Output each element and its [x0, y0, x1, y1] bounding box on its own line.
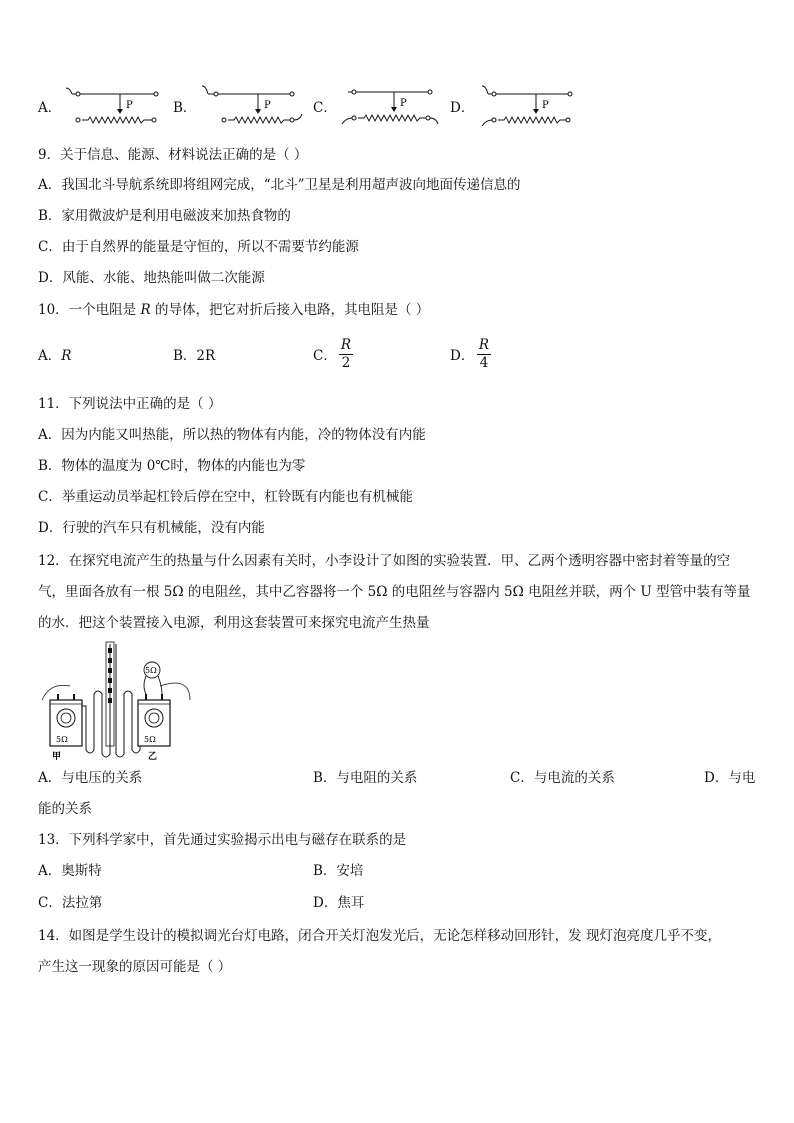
q8-rheostat-c-diagram	[340, 84, 440, 126]
q13-stem: 13．下列科学家中，首先通过实验揭示出电与磁存在联系的是	[38, 832, 407, 848]
q13-option-c[interactable]: C．法拉第	[38, 895, 103, 911]
q10-option-c-denominator: 2	[341, 355, 351, 371]
q8-option-a-label[interactable]: A．	[38, 100, 62, 116]
q11-option-d[interactable]: D．行驶的汽车只有机械能，没有内能	[38, 520, 265, 536]
q12-stem-line-2: 气，里面各放有一根 5Ω 的电阻丝，其中乙容器将一个 5Ω 的电阻丝与容器内 5Ω 电阻丝并联，两个 U 型管中装有等量	[38, 584, 751, 600]
q8-c-slider-p-label: P	[400, 98, 407, 109]
q14-stem-line-1: 14．如图是学生设计的模拟调光台灯电路，闭合开关灯泡发光后，无论怎样移动回形针，发 现灯泡亮度几乎不变，	[38, 928, 721, 944]
q9-option-b[interactable]: B．家用微波炉是利用电磁波来加热食物的	[38, 208, 291, 224]
q10-option-c-numerator: R	[340, 337, 352, 353]
q8-option-b-label[interactable]: B．	[173, 100, 197, 116]
q8-a-slider-p-label: P	[126, 100, 133, 111]
q13-option-b[interactable]: B．安培	[313, 863, 364, 879]
q12-apparatus-figure	[40, 638, 200, 768]
q10-option-d-denominator: 4	[479, 355, 489, 371]
q9-option-c[interactable]: C．由于自然界的能量是守恒的，所以不需要节约能源	[38, 239, 359, 255]
q9-option-d[interactable]: D．风能、水能、地热能叫做二次能源	[38, 270, 265, 286]
q12-stem-line-3: 的水．把这个装置接入电源，利用这套装置可来探究电流产生热量	[38, 615, 430, 631]
q12-option-a[interactable]: A．与电压的关系	[38, 770, 143, 786]
q8-b-slider-p-label: P	[264, 100, 271, 111]
q10-option-b-label: B．	[173, 348, 197, 364]
q10-stem	[38, 301, 429, 319]
q11-stem: 11．下列说法中正确的是（ ）	[38, 396, 222, 412]
q8-rheostat-d-diagram	[480, 84, 580, 126]
q10-stem-variable: R	[140, 302, 151, 318]
q12-fig-label-jia: 甲	[52, 752, 62, 762]
q10-option-d-numerator: R	[478, 337, 490, 353]
q10-stem-part1: 10．一个电阻是	[38, 302, 141, 318]
q10-option-a-value: R	[61, 348, 72, 364]
q12-option-b[interactable]: B．与电阻的关系	[313, 770, 418, 786]
q14-stem-line-2: 产生这一现象的原因可能是（ ）	[38, 959, 232, 975]
q12-fig-label-yi: 乙	[148, 752, 158, 762]
q10-option-d-fraction	[477, 338, 491, 371]
q10-option-c-fraction	[339, 338, 353, 371]
q9-stem: 9．关于信息、能源、材料说法正确的是（ ）	[38, 147, 308, 163]
q13-option-d[interactable]: D．焦耳	[313, 895, 365, 911]
q12-fig-resistor-top-label: 5Ω	[145, 666, 157, 675]
q8-d-slider-p-label: P	[542, 100, 549, 111]
q11-option-c[interactable]: C．举重运动员举起杠铃后停在空中，杠铃既有内能也有机械能	[38, 489, 413, 505]
q13-option-a[interactable]: A．奥斯特	[38, 863, 102, 879]
q8-rheostat-b-diagram	[200, 84, 310, 126]
q12-option-d-continued: 能的关系	[38, 801, 92, 817]
q10-option-b[interactable]	[173, 347, 215, 365]
q10-option-a-label: A．	[38, 348, 62, 364]
q12-fig-resistor-right-label: 5Ω	[144, 735, 156, 744]
q11-option-b[interactable]: B．物体的温度为 0℃时，物体的内能也为零	[38, 458, 306, 474]
q8-option-c-label[interactable]: C．	[313, 100, 337, 116]
q10-option-c-label[interactable]: C．	[313, 348, 337, 364]
q8-rheostat-a-diagram	[64, 86, 164, 128]
q11-option-a[interactable]: A．因为内能又叫热能，所以热的物体有内能，冷的物体没有内能	[38, 427, 426, 443]
q12-fig-resistor-left-label: 5Ω	[56, 735, 68, 744]
q10-option-d-label[interactable]: D．	[450, 348, 475, 364]
q8-option-d-label[interactable]: D．	[450, 100, 475, 116]
q9-option-a[interactable]: A．我国北斗导航系统即将组网完成，“北斗”卫星是利用超声波向地面传递信息的	[38, 177, 521, 193]
q12-option-c[interactable]: C．与电流的关系	[510, 770, 615, 786]
q10-option-a[interactable]	[38, 347, 71, 365]
q12-stem-line-1: 12．在探究电流产生的热量与什么因素有关时，小李设计了如图的实验装置．甲、乙两个透明容器中密封着等量的空	[38, 553, 731, 569]
q10-option-b-value: 2R	[196, 348, 216, 364]
q10-stem-part2: 的导体，把它对折后接入电路，其电阻是（ ）	[150, 302, 430, 318]
q12-option-d[interactable]: D．与电	[704, 770, 756, 786]
